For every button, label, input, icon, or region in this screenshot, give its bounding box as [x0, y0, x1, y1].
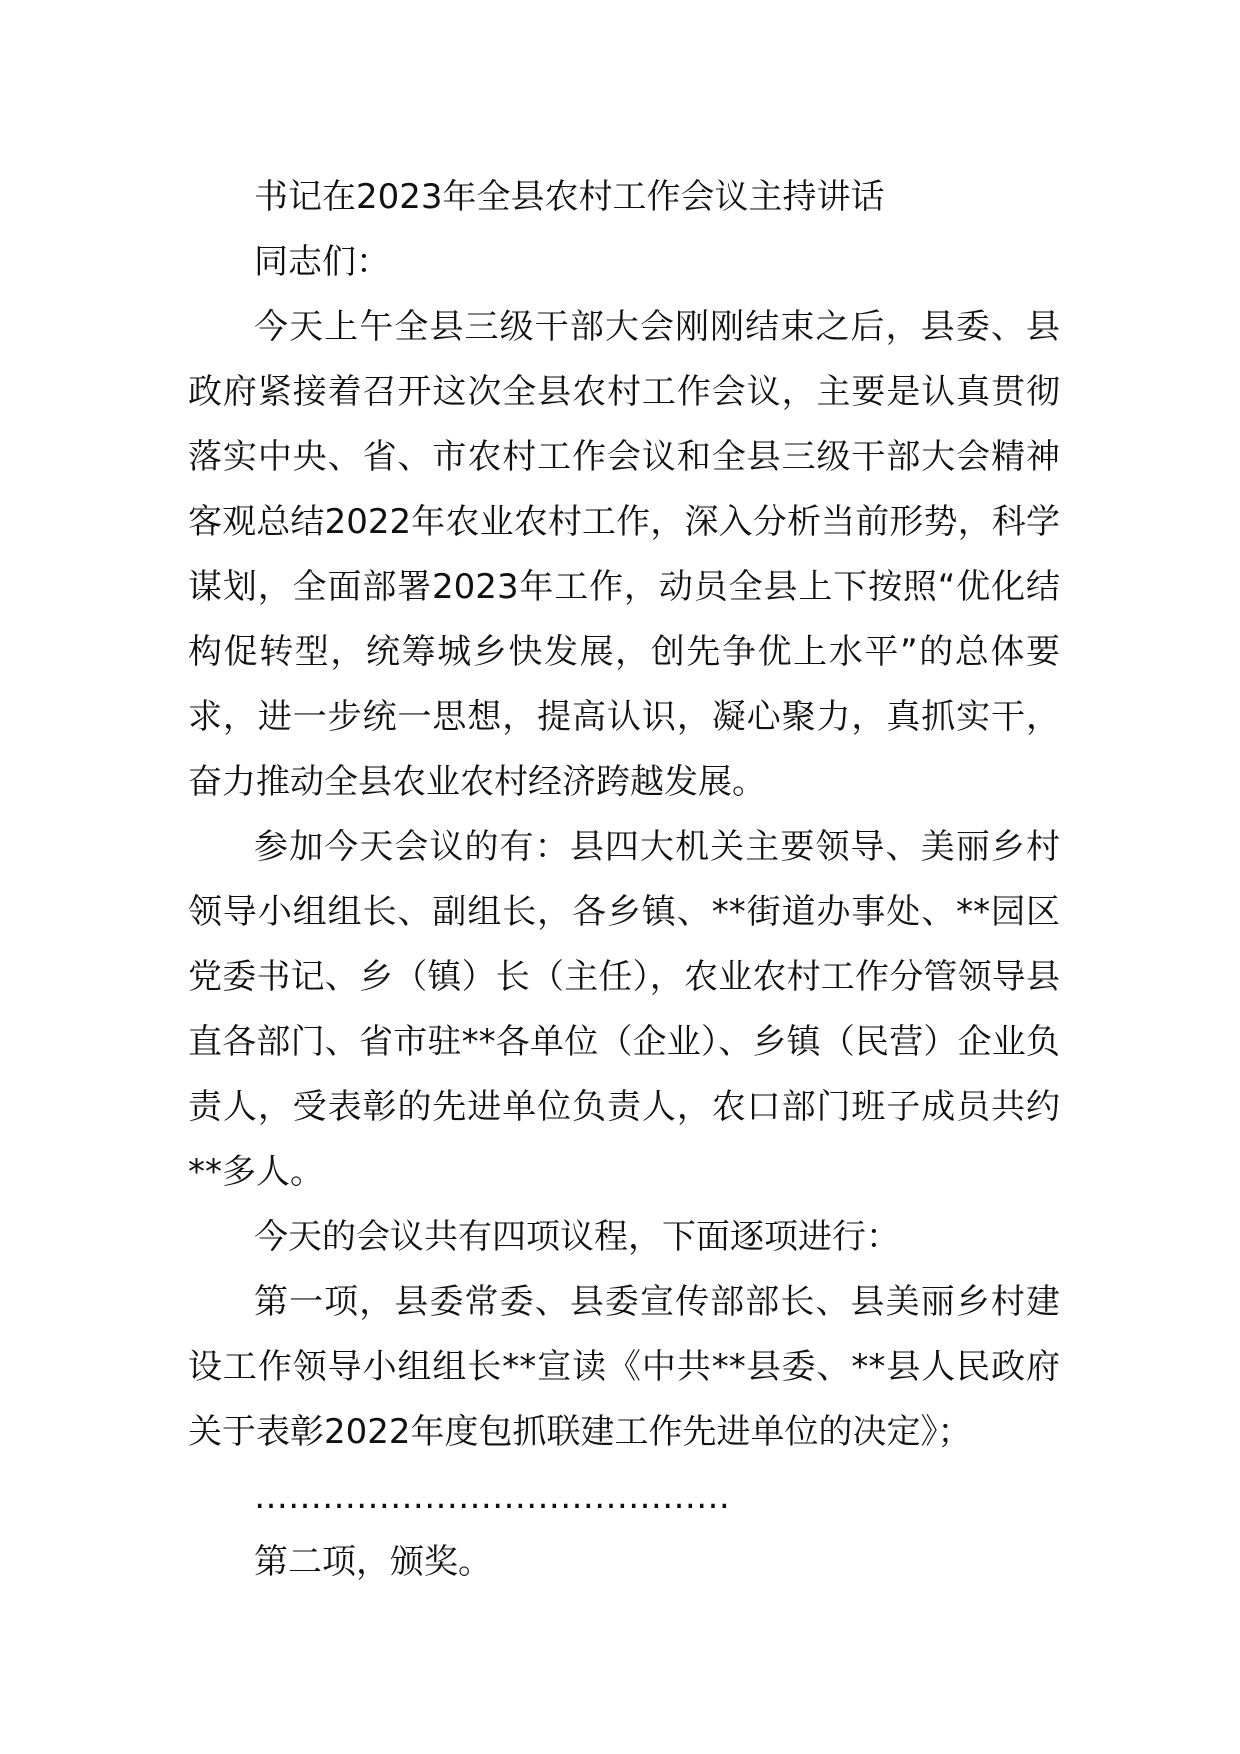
paragraph-item-one: 第一项，县委常委、县委宣传部部长、县美丽乡村建设工作领导小组组长**宣读《中共**县委、**县人民政府关于表彰2022年度包抓联建工作先进单位的决定》； [188, 1282, 1060, 1452]
paragraph-opening: 今天上午全县三级干部大会刚刚结束之后，县委、县政府紧接着召开这次全县农村工作会议，主要是认真贯彻落实中央、省、市农村工作会议和全县三级干部大会精神客观总结2022年农业农村工作，深入分析当前形势，科学谋划，全面部署2023年工作，动员全县上下按照“优化结构促转型，统筹城乡快发展，创先争优上水平”的总体要求，进一步统一思想，提高认识，凝心聚力，真抓实干，奋力推动全县农业农村经济跨越发展。 [188, 307, 1060, 802]
paragraph-item-two: 第二项，颁奖。 [254, 1542, 492, 1582]
document-title: 书记在2023年全县农村工作会议主持讲话 [254, 177, 885, 217]
document-page [188, 165, 1060, 1595]
paragraph-agenda: 今天的会议共有四项议程，下面逐项进行： [254, 1217, 900, 1257]
paragraph-attendees: 参加今天会议的有：县四大机关主要领导、美丽乡村领导小组组长、副组长，各乡镇、**街道办事处、**园区党委书记、乡（镇）长（主任），农业农村工作分管领导县直各部门、省市驻**各单位（企业）、乡镇（民营）企业负责人，受表彰的先进单位负责人，农口部门班子成员共约**多人。 [188, 827, 1060, 1192]
ellipsis-line: …………………………………… [254, 1477, 730, 1517]
salutation: 同志们： [254, 242, 390, 282]
